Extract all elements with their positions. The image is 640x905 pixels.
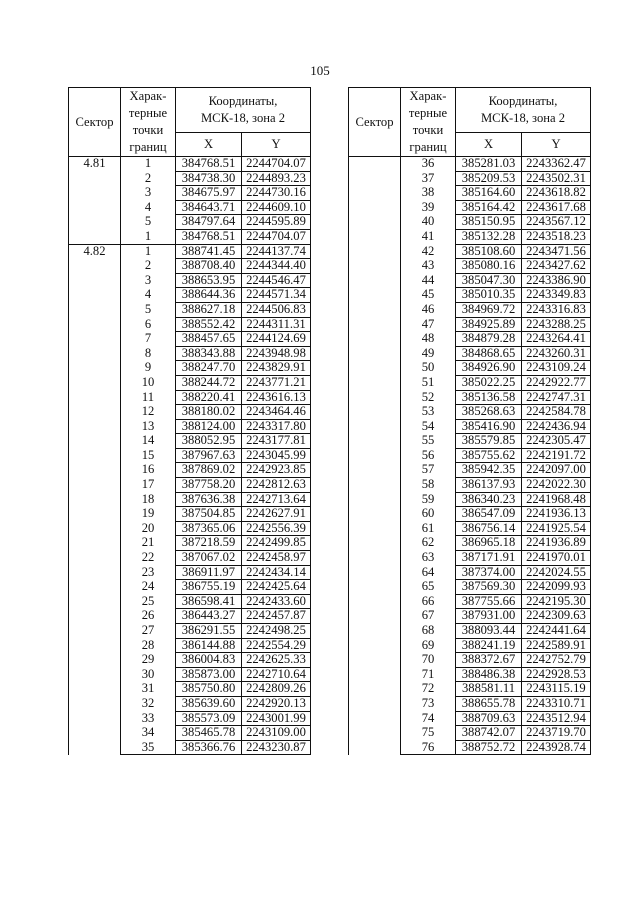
x-coordinate-cell: 388247.70 (176, 361, 242, 376)
x-coordinate-cell: 386004.83 (176, 653, 242, 668)
y-coordinate-cell: 2243719.70 (522, 726, 591, 741)
y-coordinate-cell: 2243948.98 (242, 346, 311, 361)
y-coordinate-cell: 2241970.01 (522, 551, 591, 566)
y-coordinate-cell: 2242097.00 (522, 463, 591, 478)
point-number-cell: 18 (121, 492, 176, 507)
point-number-cell: 48 (401, 332, 456, 347)
page-number: 105 (310, 63, 330, 78)
y-coordinate-cell: 2243616.13 (242, 390, 311, 405)
point-number-cell: 40 (401, 215, 456, 230)
y-coordinate-cell: 2242195.30 (522, 594, 591, 609)
y-coordinate-cell: 2242922.77 (522, 375, 591, 390)
y-coordinate-cell: 2241936.89 (522, 536, 591, 551)
point-number-cell: 3 (121, 186, 176, 201)
header-coordinates (456, 88, 591, 133)
y-coordinate-cell: 2244704.07 (242, 229, 311, 244)
x-coordinate-cell: 387504.85 (176, 507, 242, 522)
x-coordinate-cell: 385164.42 (456, 200, 522, 215)
header-coordinates-line: МСК-18, зона 2 (480, 111, 566, 125)
x-coordinate-cell: 388220.41 (176, 390, 242, 405)
y-coordinate-cell: 2242309.63 (522, 609, 591, 624)
point-number-cell: 58 (401, 478, 456, 493)
x-coordinate-cell: 385416.90 (456, 419, 522, 434)
point-number-cell: 32 (121, 696, 176, 711)
y-coordinate-cell: 2242556.39 (242, 521, 311, 536)
x-coordinate-cell: 387967.63 (176, 448, 242, 463)
x-coordinate-cell: 385579.85 (456, 434, 522, 449)
x-coordinate-cell: 388180.02 (176, 405, 242, 420)
x-coordinate-cell: 387931.00 (456, 609, 522, 624)
table-row (69, 244, 311, 259)
x-coordinate-cell: 385150.95 (456, 215, 522, 230)
y-coordinate-cell: 2243617.68 (522, 200, 591, 215)
header-points-line: границ (129, 140, 167, 154)
x-coordinate-cell: 388457.65 (176, 332, 242, 347)
x-coordinate-cell: 386137.93 (456, 478, 522, 493)
point-number-cell: 60 (401, 507, 456, 522)
x-coordinate-cell: 388581.11 (456, 682, 522, 697)
point-number-cell: 1 (121, 229, 176, 244)
point-number-cell: 39 (401, 200, 456, 215)
point-number-cell: 17 (121, 478, 176, 493)
point-number-cell: 59 (401, 492, 456, 507)
x-coordinate-cell: 385873.00 (176, 667, 242, 682)
point-number-cell: 13 (121, 419, 176, 434)
x-coordinate-cell: 385164.60 (456, 186, 522, 201)
x-coordinate-cell: 384868.65 (456, 346, 522, 361)
point-number-cell: 5 (121, 215, 176, 230)
sector-cell: 4.82 (69, 244, 121, 755)
y-coordinate-cell: 2243471.56 (522, 244, 591, 259)
x-coordinate-cell: 384925.89 (456, 317, 522, 332)
point-number-cell: 9 (121, 361, 176, 376)
point-number-cell: 57 (401, 463, 456, 478)
x-coordinate-cell: 386965.18 (456, 536, 522, 551)
y-coordinate-cell: 2244506.83 (242, 302, 311, 317)
y-coordinate-cell: 2242812.63 (242, 478, 311, 493)
y-coordinate-cell: 2243001.99 (242, 711, 311, 726)
x-coordinate-cell: 388752.72 (456, 740, 522, 755)
x-coordinate-cell: 387569.30 (456, 580, 522, 595)
point-number-cell: 63 (401, 551, 456, 566)
point-number-cell: 29 (121, 653, 176, 668)
point-number-cell: 31 (121, 682, 176, 697)
point-number-cell: 6 (121, 317, 176, 332)
y-coordinate-cell: 2242627.91 (242, 507, 311, 522)
point-number-cell: 41 (401, 229, 456, 244)
header-x: X (456, 133, 522, 157)
y-coordinate-cell: 2243427.62 (522, 259, 591, 274)
header-sector: Сектор (69, 88, 121, 157)
point-number-cell: 5 (121, 302, 176, 317)
x-coordinate-cell: 387218.59 (176, 536, 242, 551)
point-number-cell: 62 (401, 536, 456, 551)
point-number-cell: 71 (401, 667, 456, 682)
header-coordinates-line: Координаты, (208, 94, 278, 108)
point-number-cell: 65 (401, 580, 456, 595)
header-y: Y (242, 133, 311, 157)
x-coordinate-cell: 388627.18 (176, 302, 242, 317)
point-number-cell: 8 (121, 346, 176, 361)
y-coordinate-cell: 2243464.46 (242, 405, 311, 420)
y-coordinate-cell: 2242809.26 (242, 682, 311, 697)
point-number-cell: 28 (121, 638, 176, 653)
header-points (401, 88, 456, 157)
x-coordinate-cell: 385366.76 (176, 740, 242, 755)
x-coordinate-cell: 385047.30 (456, 273, 522, 288)
point-number-cell: 2 (121, 259, 176, 274)
x-coordinate-cell: 385268.63 (456, 405, 522, 420)
y-coordinate-cell: 2241968.48 (522, 492, 591, 507)
point-number-cell: 33 (121, 711, 176, 726)
point-number-cell: 49 (401, 346, 456, 361)
y-coordinate-cell: 2241936.13 (522, 507, 591, 522)
y-coordinate-cell: 2244609.10 (242, 200, 311, 215)
header-coordinates-line: Координаты, (488, 94, 558, 108)
point-number-cell: 47 (401, 317, 456, 332)
header-x: X (176, 133, 242, 157)
y-coordinate-cell: 2243177.81 (242, 434, 311, 449)
header-points-line: границ (409, 140, 447, 154)
y-coordinate-cell: 2243829.91 (242, 361, 311, 376)
x-coordinate-cell: 385639.60 (176, 696, 242, 711)
y-coordinate-cell: 2243518.23 (522, 229, 591, 244)
coordinates-table-right (348, 87, 591, 755)
point-number-cell: 11 (121, 390, 176, 405)
point-number-cell: 52 (401, 390, 456, 405)
coordinates-table-left (68, 87, 311, 755)
y-coordinate-cell: 2244595.89 (242, 215, 311, 230)
table-body-right (349, 157, 591, 755)
header-points-line: точки (132, 123, 164, 137)
x-coordinate-cell: 385022.25 (456, 375, 522, 390)
x-coordinate-cell: 385750.80 (176, 682, 242, 697)
x-coordinate-cell: 385108.60 (456, 244, 522, 259)
y-coordinate-cell: 2242458.97 (242, 551, 311, 566)
point-number-cell: 21 (121, 536, 176, 551)
y-coordinate-cell: 2243618.82 (522, 186, 591, 201)
point-number-cell: 42 (401, 244, 456, 259)
x-coordinate-cell: 384879.28 (456, 332, 522, 347)
y-coordinate-cell: 2242713.64 (242, 492, 311, 507)
point-number-cell: 10 (121, 375, 176, 390)
x-coordinate-cell: 384643.71 (176, 200, 242, 215)
x-coordinate-cell: 386443.27 (176, 609, 242, 624)
header-coordinates-line: МСК-18, зона 2 (200, 111, 286, 125)
x-coordinate-cell: 388241.19 (456, 638, 522, 653)
x-coordinate-cell: 387067.02 (176, 551, 242, 566)
x-coordinate-cell: 385942.35 (456, 463, 522, 478)
point-number-cell: 27 (121, 624, 176, 639)
y-coordinate-cell: 2244704.07 (242, 157, 311, 172)
point-number-cell: 1 (121, 244, 176, 259)
y-coordinate-cell: 2242923.85 (242, 463, 311, 478)
x-coordinate-cell: 388741.45 (176, 244, 242, 259)
y-coordinate-cell: 2242554.29 (242, 638, 311, 653)
y-coordinate-cell: 2243310.71 (522, 696, 591, 711)
x-coordinate-cell: 388709.63 (456, 711, 522, 726)
x-coordinate-cell: 387869.02 (176, 463, 242, 478)
y-coordinate-cell: 2244137.74 (242, 244, 311, 259)
x-coordinate-cell: 387171.91 (456, 551, 522, 566)
point-number-cell: 24 (121, 580, 176, 595)
x-coordinate-cell: 386756.14 (456, 521, 522, 536)
x-coordinate-cell: 385573.09 (176, 711, 242, 726)
y-coordinate-cell: 2242752.79 (522, 653, 591, 668)
point-number-cell: 15 (121, 448, 176, 463)
point-number-cell: 34 (121, 726, 176, 741)
point-number-cell: 54 (401, 419, 456, 434)
point-number-cell: 76 (401, 740, 456, 755)
point-number-cell: 46 (401, 302, 456, 317)
point-number-cell: 14 (121, 434, 176, 449)
point-number-cell: 37 (401, 171, 456, 186)
y-coordinate-cell: 2244571.34 (242, 288, 311, 303)
header-points-line: Харак- (129, 89, 167, 103)
point-number-cell: 43 (401, 259, 456, 274)
table-body-left (69, 157, 311, 755)
x-coordinate-cell: 388552.42 (176, 317, 242, 332)
point-number-cell: 2 (121, 171, 176, 186)
point-number-cell: 74 (401, 711, 456, 726)
x-coordinate-cell: 387755.66 (456, 594, 522, 609)
point-number-cell: 35 (121, 740, 176, 755)
point-number-cell: 75 (401, 726, 456, 741)
y-coordinate-cell: 2244124.69 (242, 332, 311, 347)
y-coordinate-cell: 2242425.64 (242, 580, 311, 595)
x-coordinate-cell: 388343.88 (176, 346, 242, 361)
y-coordinate-cell: 2242747.31 (522, 390, 591, 405)
point-number-cell: 4 (121, 200, 176, 215)
y-coordinate-cell: 2242589.91 (522, 638, 591, 653)
header-points-line: терные (128, 106, 168, 120)
point-number-cell: 64 (401, 565, 456, 580)
table-row (349, 157, 591, 172)
point-number-cell: 72 (401, 682, 456, 697)
y-coordinate-cell: 2243362.47 (522, 157, 591, 172)
point-number-cell: 73 (401, 696, 456, 711)
point-number-cell: 1 (121, 157, 176, 172)
x-coordinate-cell: 386291.55 (176, 624, 242, 639)
point-number-cell: 50 (401, 361, 456, 376)
point-number-cell: 22 (121, 551, 176, 566)
x-coordinate-cell: 384797.64 (176, 215, 242, 230)
point-number-cell: 70 (401, 653, 456, 668)
point-number-cell: 55 (401, 434, 456, 449)
sector-cell: 4.81 (69, 157, 121, 245)
y-coordinate-cell: 2242584.78 (522, 405, 591, 420)
y-coordinate-cell: 2242928.53 (522, 667, 591, 682)
y-coordinate-cell: 2242457.87 (242, 609, 311, 624)
y-coordinate-cell: 2243771.21 (242, 375, 311, 390)
x-coordinate-cell: 388655.78 (456, 696, 522, 711)
y-coordinate-cell: 2243349.83 (522, 288, 591, 303)
y-coordinate-cell: 2243512.94 (522, 711, 591, 726)
point-number-cell: 51 (401, 375, 456, 390)
point-number-cell: 12 (121, 405, 176, 420)
y-coordinate-cell: 2244546.47 (242, 273, 311, 288)
table-row (69, 157, 311, 172)
header-coordinates (176, 88, 311, 133)
x-coordinate-cell: 388124.00 (176, 419, 242, 434)
x-coordinate-cell: 388372.67 (456, 653, 522, 668)
y-coordinate-cell: 2243115.19 (522, 682, 591, 697)
header-points (121, 88, 176, 157)
y-coordinate-cell: 2242024.55 (522, 565, 591, 580)
y-coordinate-cell: 2244344.40 (242, 259, 311, 274)
y-coordinate-cell: 2242710.64 (242, 667, 311, 682)
header-points-line: точки (412, 123, 444, 137)
x-coordinate-cell: 386911.97 (176, 565, 242, 580)
point-number-cell: 7 (121, 332, 176, 347)
y-coordinate-cell: 2242498.25 (242, 624, 311, 639)
y-coordinate-cell: 2244730.16 (242, 186, 311, 201)
x-coordinate-cell: 386144.88 (176, 638, 242, 653)
x-coordinate-cell: 385755.62 (456, 448, 522, 463)
y-coordinate-cell: 2244893.23 (242, 171, 311, 186)
header-points-line: терные (408, 106, 448, 120)
x-coordinate-cell: 387365.06 (176, 521, 242, 536)
x-coordinate-cell: 388486.38 (456, 667, 522, 682)
x-coordinate-cell: 384675.97 (176, 186, 242, 201)
y-coordinate-cell: 2241925.54 (522, 521, 591, 536)
point-number-cell: 3 (121, 273, 176, 288)
y-coordinate-cell: 2243386.90 (522, 273, 591, 288)
x-coordinate-cell: 384969.72 (456, 302, 522, 317)
x-coordinate-cell: 385080.16 (456, 259, 522, 274)
x-coordinate-cell: 388708.40 (176, 259, 242, 274)
y-coordinate-cell: 2243288.25 (522, 317, 591, 332)
point-number-cell: 53 (401, 405, 456, 420)
y-coordinate-cell: 2243045.99 (242, 448, 311, 463)
y-coordinate-cell: 2243109.00 (242, 726, 311, 741)
x-coordinate-cell: 387636.38 (176, 492, 242, 507)
x-coordinate-cell: 385132.28 (456, 229, 522, 244)
x-coordinate-cell: 384926.90 (456, 361, 522, 376)
point-number-cell: 4 (121, 288, 176, 303)
x-coordinate-cell: 385136.58 (456, 390, 522, 405)
point-number-cell: 45 (401, 288, 456, 303)
y-coordinate-cell: 2243567.12 (522, 215, 591, 230)
point-number-cell: 56 (401, 448, 456, 463)
point-number-cell: 61 (401, 521, 456, 536)
x-coordinate-cell: 386340.23 (456, 492, 522, 507)
y-coordinate-cell: 2242499.85 (242, 536, 311, 551)
x-coordinate-cell: 386547.09 (456, 507, 522, 522)
y-coordinate-cell: 2243928.74 (522, 740, 591, 755)
y-coordinate-cell: 2242022.30 (522, 478, 591, 493)
header-y: Y (522, 133, 591, 157)
point-number-cell: 19 (121, 507, 176, 522)
point-number-cell: 25 (121, 594, 176, 609)
y-coordinate-cell: 2243109.24 (522, 361, 591, 376)
x-coordinate-cell: 387374.00 (456, 565, 522, 580)
point-number-cell: 30 (121, 667, 176, 682)
x-coordinate-cell: 384738.30 (176, 171, 242, 186)
y-coordinate-cell: 2243260.31 (522, 346, 591, 361)
header-points-line: Харак- (409, 89, 447, 103)
x-coordinate-cell: 388093.44 (456, 624, 522, 639)
x-coordinate-cell: 388653.95 (176, 273, 242, 288)
point-number-cell: 44 (401, 273, 456, 288)
y-coordinate-cell: 2242625.33 (242, 653, 311, 668)
y-coordinate-cell: 2242433.60 (242, 594, 311, 609)
point-number-cell: 20 (121, 521, 176, 536)
point-number-cell: 16 (121, 463, 176, 478)
point-number-cell: 69 (401, 638, 456, 653)
x-coordinate-cell: 388244.72 (176, 375, 242, 390)
x-coordinate-cell: 388052.95 (176, 434, 242, 449)
header-sector: Сектор (349, 88, 401, 157)
point-number-cell: 26 (121, 609, 176, 624)
y-coordinate-cell: 2243230.87 (242, 740, 311, 755)
y-coordinate-cell: 2242436.94 (522, 419, 591, 434)
point-number-cell: 68 (401, 624, 456, 639)
y-coordinate-cell: 2242099.93 (522, 580, 591, 595)
x-coordinate-cell: 385010.35 (456, 288, 522, 303)
y-coordinate-cell: 2243317.80 (242, 419, 311, 434)
x-coordinate-cell: 385281.03 (456, 157, 522, 172)
y-coordinate-cell: 2243316.83 (522, 302, 591, 317)
y-coordinate-cell: 2242920.13 (242, 696, 311, 711)
y-coordinate-cell: 2242191.72 (522, 448, 591, 463)
x-coordinate-cell: 388644.36 (176, 288, 242, 303)
sector-cell (349, 157, 401, 755)
x-coordinate-cell: 384768.51 (176, 157, 242, 172)
y-coordinate-cell: 2243502.31 (522, 171, 591, 186)
y-coordinate-cell: 2244311.31 (242, 317, 311, 332)
point-number-cell: 38 (401, 186, 456, 201)
x-coordinate-cell: 384768.51 (176, 229, 242, 244)
y-coordinate-cell: 2242434.14 (242, 565, 311, 580)
x-coordinate-cell: 385465.78 (176, 726, 242, 741)
x-coordinate-cell: 385209.53 (456, 171, 522, 186)
point-number-cell: 67 (401, 609, 456, 624)
point-number-cell: 23 (121, 565, 176, 580)
y-coordinate-cell: 2243264.41 (522, 332, 591, 347)
y-coordinate-cell: 2242305.47 (522, 434, 591, 449)
x-coordinate-cell: 386598.41 (176, 594, 242, 609)
point-number-cell: 36 (401, 157, 456, 172)
y-coordinate-cell: 2242441.64 (522, 624, 591, 639)
x-coordinate-cell: 386755.19 (176, 580, 242, 595)
x-coordinate-cell: 388742.07 (456, 726, 522, 741)
x-coordinate-cell: 387758.20 (176, 478, 242, 493)
point-number-cell: 66 (401, 594, 456, 609)
